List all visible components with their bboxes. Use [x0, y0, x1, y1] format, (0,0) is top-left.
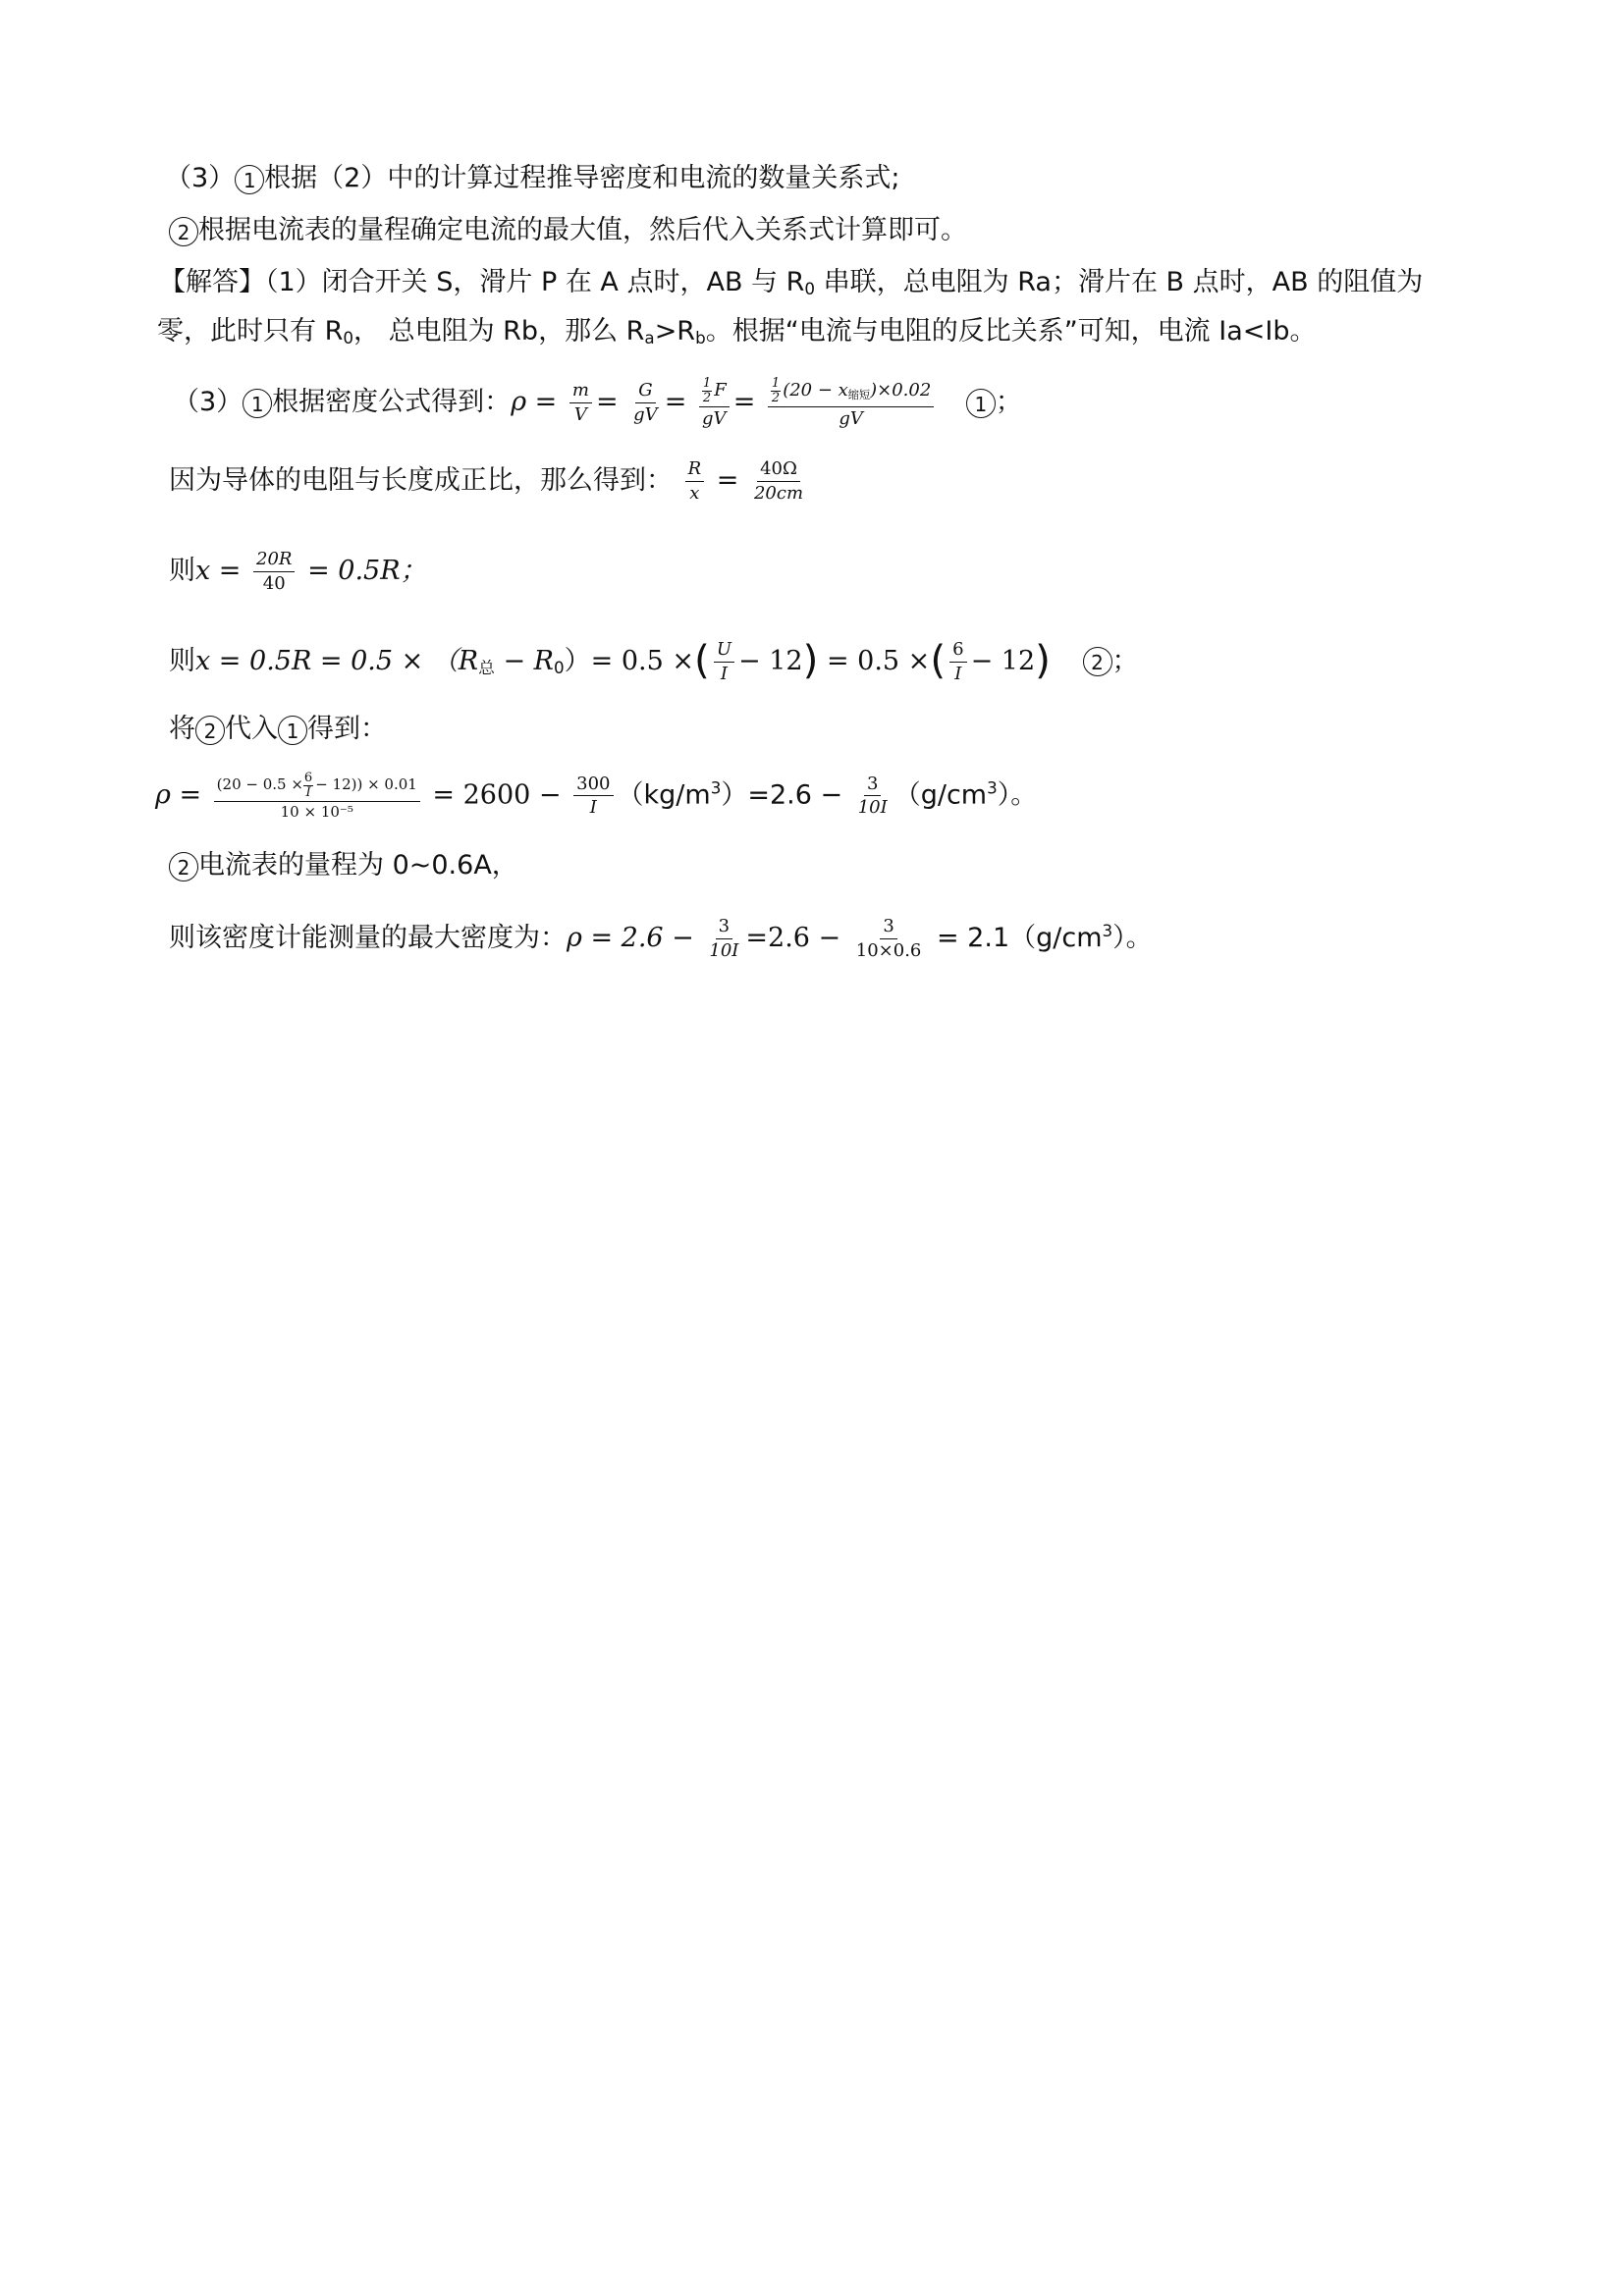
fraction-numerator: U — [714, 640, 734, 663]
text-line-11 — [169, 850, 518, 881]
subscript: 总 — [478, 658, 495, 678]
math-text: − 12 — [970, 645, 1036, 676]
unit-text: （kg/m — [617, 779, 711, 811]
line-text: 因为导体的电阻与长度成正比，那么得到： — [169, 464, 673, 496]
nested-fraction — [771, 377, 781, 404]
math-text: − 12 — [738, 645, 803, 676]
nested-denominator: 2 — [702, 390, 712, 405]
math-rho: ρ = — [511, 387, 566, 418]
superscript: 3 — [710, 777, 722, 798]
fraction-20r-over-40 — [253, 550, 295, 594]
nested-denominator: 2 — [771, 390, 781, 405]
math-text: − 12)) × 0.01 — [315, 775, 417, 794]
line-text: ， 总电阻为 Rb，那么 R — [353, 316, 645, 347]
subscript: 0 — [804, 279, 816, 299]
math-text: (20 − x — [783, 380, 848, 401]
math-text: = 2.1（g/cm — [928, 922, 1103, 953]
subscript: 缩短 — [847, 388, 871, 401]
line-text: 。根据“电流与电阻的反比关系”可知，电流 Ia<Ib。 — [705, 316, 1317, 347]
fraction-denominator: V — [573, 404, 587, 426]
fraction-numerator: 20R — [253, 550, 295, 572]
line-text: 代入 — [225, 714, 278, 744]
circled-number: 1 — [278, 716, 307, 745]
circled-number: 1 — [966, 389, 996, 418]
fraction-numerator — [699, 377, 730, 407]
line-prefix: （3） — [173, 387, 244, 418]
superscript: 3 — [1102, 920, 1113, 940]
text-line-1 — [165, 163, 899, 194]
fraction-300-over-i — [573, 774, 613, 819]
circled-number: 2 — [169, 217, 198, 246]
left-paren: ( — [930, 636, 947, 683]
line-text: >R — [654, 316, 696, 347]
math-text: (20 − 0.5 × — [216, 775, 303, 794]
text-line-3 — [159, 267, 1423, 298]
right-paren: ) — [802, 636, 819, 683]
nested-numerator: 1 — [702, 376, 712, 391]
subscript: b — [695, 328, 706, 348]
fraction-g-over-gv — [630, 381, 661, 425]
line-text: 零，此时只有 R — [157, 316, 344, 347]
fraction-6-over-i — [949, 640, 966, 684]
fraction-numerator: R — [685, 459, 705, 482]
fraction-numerator: 6 — [949, 640, 966, 663]
line-text: ； — [1111, 645, 1139, 676]
fraction-numerator: m — [569, 381, 592, 403]
fraction-numerator: 3 — [880, 917, 896, 939]
math-text: = 0.5 × — [818, 645, 931, 676]
unit-text: ）。 — [997, 779, 1038, 811]
line-text: 则该密度计能测量的最大密度为： — [169, 922, 567, 953]
fraction-u-over-i — [714, 640, 734, 684]
line-text: 串联，总电阻为 Ra；滑片在 B 点时，AB 的阻值为 — [815, 267, 1424, 297]
fraction-denominator: gV — [839, 408, 863, 430]
nested-fraction — [702, 377, 712, 404]
fraction-numerator — [214, 772, 420, 802]
math-x: x = — [195, 555, 250, 586]
right-paren: ) — [1035, 636, 1051, 683]
text-line-5: （3） 1 根据密度公式得到：ρ = $\frac{m}{V}$ = $\frac{G}{gV}$ = $\frac{1}{2}$ F gV = $\frac{1}{2}$ $(20 - x_{缩短})\times 0.02$ gV 1 ； — [173, 376, 1022, 430]
math-text: = 0.5R； — [298, 555, 427, 586]
fraction-denominator: 10×0.6 — [855, 939, 922, 961]
fraction-half-f-over-gv — [699, 377, 730, 429]
text-line-8 — [169, 636, 1139, 684]
text-line-7 — [169, 550, 427, 594]
nested-numerator: 1 — [771, 376, 781, 391]
fraction-numerator: G — [635, 381, 655, 403]
circled-number: 2 — [1083, 647, 1112, 676]
math-rho: ρ = — [155, 779, 210, 811]
fraction-denominator: I — [954, 663, 962, 684]
math-text: x = 0.5R = 0.5 × （R — [195, 645, 479, 676]
fraction-denominator: x — [689, 482, 700, 504]
fraction-3-over-10i — [706, 917, 741, 961]
fraction-denominator: I — [720, 663, 728, 684]
fraction-m-over-v — [569, 381, 592, 425]
subscript: 0 — [554, 658, 565, 678]
superscript: 3 — [987, 777, 998, 798]
fraction-3-over-10x06 — [853, 917, 925, 961]
line-prefix: 则 — [169, 555, 195, 586]
fraction-numerator: 3 — [716, 917, 732, 939]
line-prefix: （3） — [165, 163, 236, 193]
math-text: = 2600 − — [423, 779, 570, 811]
fraction-denominator: I — [589, 797, 597, 819]
unit-text: （g/cm — [893, 779, 988, 811]
nested-fraction — [303, 772, 313, 799]
line-text: 得到： — [307, 714, 387, 744]
subscript: a — [644, 328, 655, 348]
line-text: 根据（2）中的计算过程推导密度和电流的数量关系式; — [264, 163, 900, 193]
text-line-2 — [169, 215, 967, 246]
circled-number: 1 — [243, 389, 272, 418]
fraction-density-expression — [214, 772, 420, 821]
text-line-9 — [169, 714, 387, 745]
text-line-6 — [169, 459, 810, 504]
math-f: F — [714, 380, 727, 401]
line-text: 电流表的量程为 0~0.6A， — [198, 850, 518, 881]
fraction-numerator — [768, 377, 934, 407]
fraction-numerator: 40Ω — [757, 459, 800, 482]
unit-text: ）=2.6 − — [721, 779, 851, 811]
math-text: =2.6 − — [745, 922, 849, 953]
fraction-shortened-over-gv — [768, 377, 934, 429]
fraction-denominator: 10I — [857, 797, 888, 819]
fraction-denominator: 20cm — [753, 482, 804, 504]
circled-number: 1 — [235, 165, 264, 194]
line-text: 根据密度公式得到： — [272, 387, 512, 418]
fraction-numerator: 3 — [864, 774, 881, 797]
nested-denominator: I — [305, 784, 311, 800]
text-line-10 — [155, 772, 1037, 821]
fraction-3-over-10i — [855, 774, 891, 819]
fraction-r-over-x — [685, 459, 705, 504]
math-text: ）= 0.5 × — [564, 645, 695, 676]
fraction-denominator: gV — [633, 404, 658, 426]
fraction-denominator: gV — [702, 408, 727, 430]
text-line-12 — [169, 917, 1153, 961]
math-rho: ρ = 2.6 − — [567, 922, 703, 953]
nested-numerator: 6 — [303, 771, 313, 785]
line-prefix: 将 — [169, 714, 195, 744]
unit-text: ）。 — [1112, 922, 1153, 953]
subscript: 0 — [343, 328, 353, 348]
math-text: − R — [494, 645, 554, 676]
math-equals: = — [708, 464, 747, 496]
line-text: ； — [995, 387, 1022, 418]
line-text: 根据电流表的量程确定电流的最大值，然后代入关系式计算即可。 — [198, 215, 967, 245]
fraction-40ohm-over-20cm — [751, 459, 806, 504]
circled-number: 2 — [195, 716, 225, 745]
fraction-denominator: 10I — [709, 939, 739, 961]
fraction-denominator: 40 — [262, 572, 286, 594]
left-paren: ( — [694, 636, 710, 683]
fraction-numerator: 300 — [573, 774, 613, 797]
line-text: 【解答】（1）闭合开关 S，滑片 P 在 A 点时，AB 与 R — [159, 267, 805, 297]
text-line-4 — [157, 316, 1317, 347]
math-text: )×0.02 — [870, 380, 932, 401]
line-prefix: 则 — [169, 645, 195, 676]
fraction-denominator: 10 × 10⁻⁵ — [280, 803, 353, 822]
circled-number: 2 — [169, 852, 198, 881]
